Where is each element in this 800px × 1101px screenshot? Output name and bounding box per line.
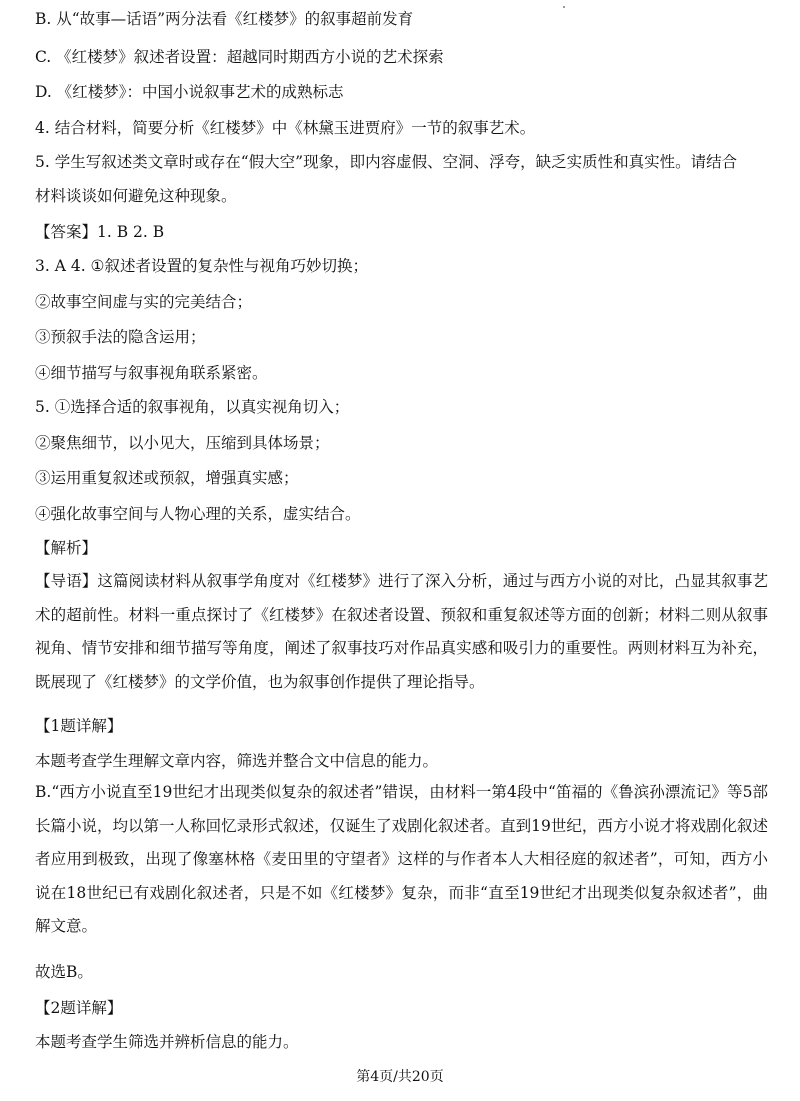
question-1-detail-title: 【1题详解】 xyxy=(35,717,123,735)
analysis-header: 【解析】 xyxy=(35,539,98,557)
option-d: D. 《红楼梦》：中国小说叙事艺术的成熟标志 xyxy=(35,83,344,101)
option-b: B. 从“故事—话语”两分法看《红楼梦》的叙事超前发育 xyxy=(35,10,414,28)
question-5-line-1: 5. 学生写叙述类文章时或存在“假大空”现象，即内容虚假、空洞、浮夸，缺乏实质性和真实性。请结合 xyxy=(35,153,738,171)
question-2-detail-title: 【2题详解】 xyxy=(35,999,123,1017)
answer-4-item-2: ②故事空间虚与实的完美结合； xyxy=(35,293,253,311)
answer-4-item-4: ④细节描写与叙事视角联系紧密。 xyxy=(35,364,268,382)
scan-speck xyxy=(563,6,565,8)
choose-b: 故选B。 xyxy=(35,963,93,981)
answer-5-item-4: ④强化故事空间与人物心理的关系，虚实结合。 xyxy=(35,505,361,523)
option-c: C. 《红楼梦》叙述者设置：超越同时期西方小说的艺术探索 xyxy=(35,48,444,66)
question-1-intro: 本题考查学生理解文章内容，筛选并整合文中信息的能力。 xyxy=(35,752,439,770)
answer-5-item-2: ②聚焦细节，以小见大，压缩到具体场景； xyxy=(35,434,330,452)
question-4: 4. 结合材料，简要分析《红楼梦》中《林黛玉进贾府》一节的叙事艺术。 xyxy=(35,119,536,137)
option-b-explanation: B.“西方小说直至19世纪才出现类似复杂的叙述者”错误，由材料一第4段中“笛福的《鲁滨孙漂流记》等5部长篇小说，均以第一人称回忆录形式叙述，仅诞生了戏剧化叙述者。直到19世纪，西方小说才将戏剧化叙述者应用到极致，出现了像塞林格《麦田里的守望者》这样的与作者本人大相径庭的叙述者”，可知，西方小说在18世纪已有戏剧化叙述者，只是不如《红楼梦》复杂，而非“直至19世纪才出现类似复杂叙述者”，曲解文意。 xyxy=(35,783,768,935)
question-2-intro: 本题考查学生筛选并辨析信息的能力。 xyxy=(35,1033,299,1051)
answer-header: 【答案】1. B 2. B xyxy=(35,223,165,241)
page-number: 第4页/共20页 xyxy=(356,1069,444,1085)
answer-5-item-3: ③运用重复叙述或预叙，增强真实感； xyxy=(35,469,299,487)
answer-4-item-3: ③预叙手法的隐含运用； xyxy=(35,328,206,346)
answer-5-item-1: 5. ①选择合适的叙事视角，以真实视角切入； xyxy=(35,398,350,416)
question-5-line-2: 材料谈谈如何避免这种现象。 xyxy=(35,187,237,205)
answer-3-4: 3. A 4. ①叙述者设置的复杂性与视角巧妙切换； xyxy=(35,257,368,275)
guide-paragraph: 【导语】这篇阅读材料从叙事学角度对《红楼梦》进行了深入分析，通过与西方小说的对比，凸显其叙事艺术的超前性。材料一重点探讨了《红楼梦》在叙述者设置、预叙和重复叙述等方面的创新；材料二则从叙事视角、情节安排和细节描写等角度，阐述了叙事技巧对作品真实感和吸引力的重要性。两则材料互为补充，既展现了《红楼梦》的文学价值，也为叙事创作提供了理论指导。 xyxy=(35,572,768,691)
